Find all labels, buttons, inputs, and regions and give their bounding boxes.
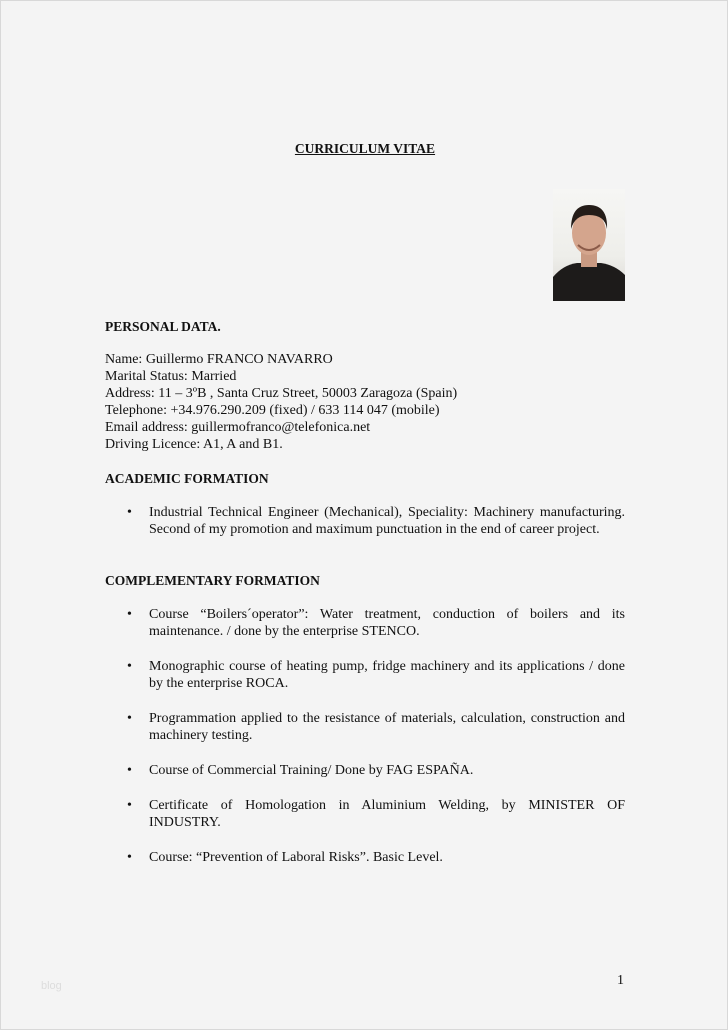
watermark: blog [41, 980, 62, 992]
personal-data-lines [105, 351, 457, 453]
list-item: • Course of Commercial Training/ Done by FAG ESPAÑA. [105, 762, 625, 779]
list-item: • Course: “Prevention of Laboral Risks”. Basic Level. [105, 849, 625, 866]
academic-heading: ACADEMIC FORMATION [105, 471, 269, 486]
telephone-line: Telephone: +34.976.290.209 (fixed) / 633 114 047 (mobile) [105, 403, 440, 418]
email-line: Email address: guillermofranco@telefonica.net [105, 420, 371, 435]
list-item: • Programmation applied to the resistance of materials, calculation, construction and machinery testing. [105, 710, 625, 744]
list-item: • Course “Boilers´operator”: Water treatment, conduction of boilers and its maintenance. / done by the enterprise STENCO. [105, 606, 625, 640]
name-line: Name: Guillermo FRANCO NAVARRO [105, 352, 333, 367]
personal-data-heading: PERSONAL DATA. [105, 319, 221, 334]
driving-licence-line: Driving Licence: A1, A and B1. [105, 437, 283, 452]
academic-list [105, 504, 625, 556]
page-number: 1 [617, 973, 624, 988]
list-item: • Certificate of Homologation in Aluminium Welding, by MINISTER OF INDUSTRY. [105, 797, 625, 831]
marital-status-line: Marital Status: Married [105, 369, 237, 384]
list-item: • Industrial Technical Engineer (Mechanical), Speciality: Machinery manufacturing. Second of my promotion and maximum punctuation in the end of career project. [105, 504, 625, 538]
profile-photo [553, 189, 625, 301]
document-title: CURRICULUM VITAE [294, 141, 436, 156]
list-item: • Monographic course of heating pump, fridge machinery and its applications / done by the enterprise ROCA. [105, 658, 625, 692]
complementary-list [105, 606, 625, 884]
complementary-heading: COMPLEMENTARY FORMATION [105, 573, 320, 588]
address-line: Address: 11 – 3ºB , Santa Cruz Street, 50003 Zaragoza (Spain) [105, 386, 458, 401]
